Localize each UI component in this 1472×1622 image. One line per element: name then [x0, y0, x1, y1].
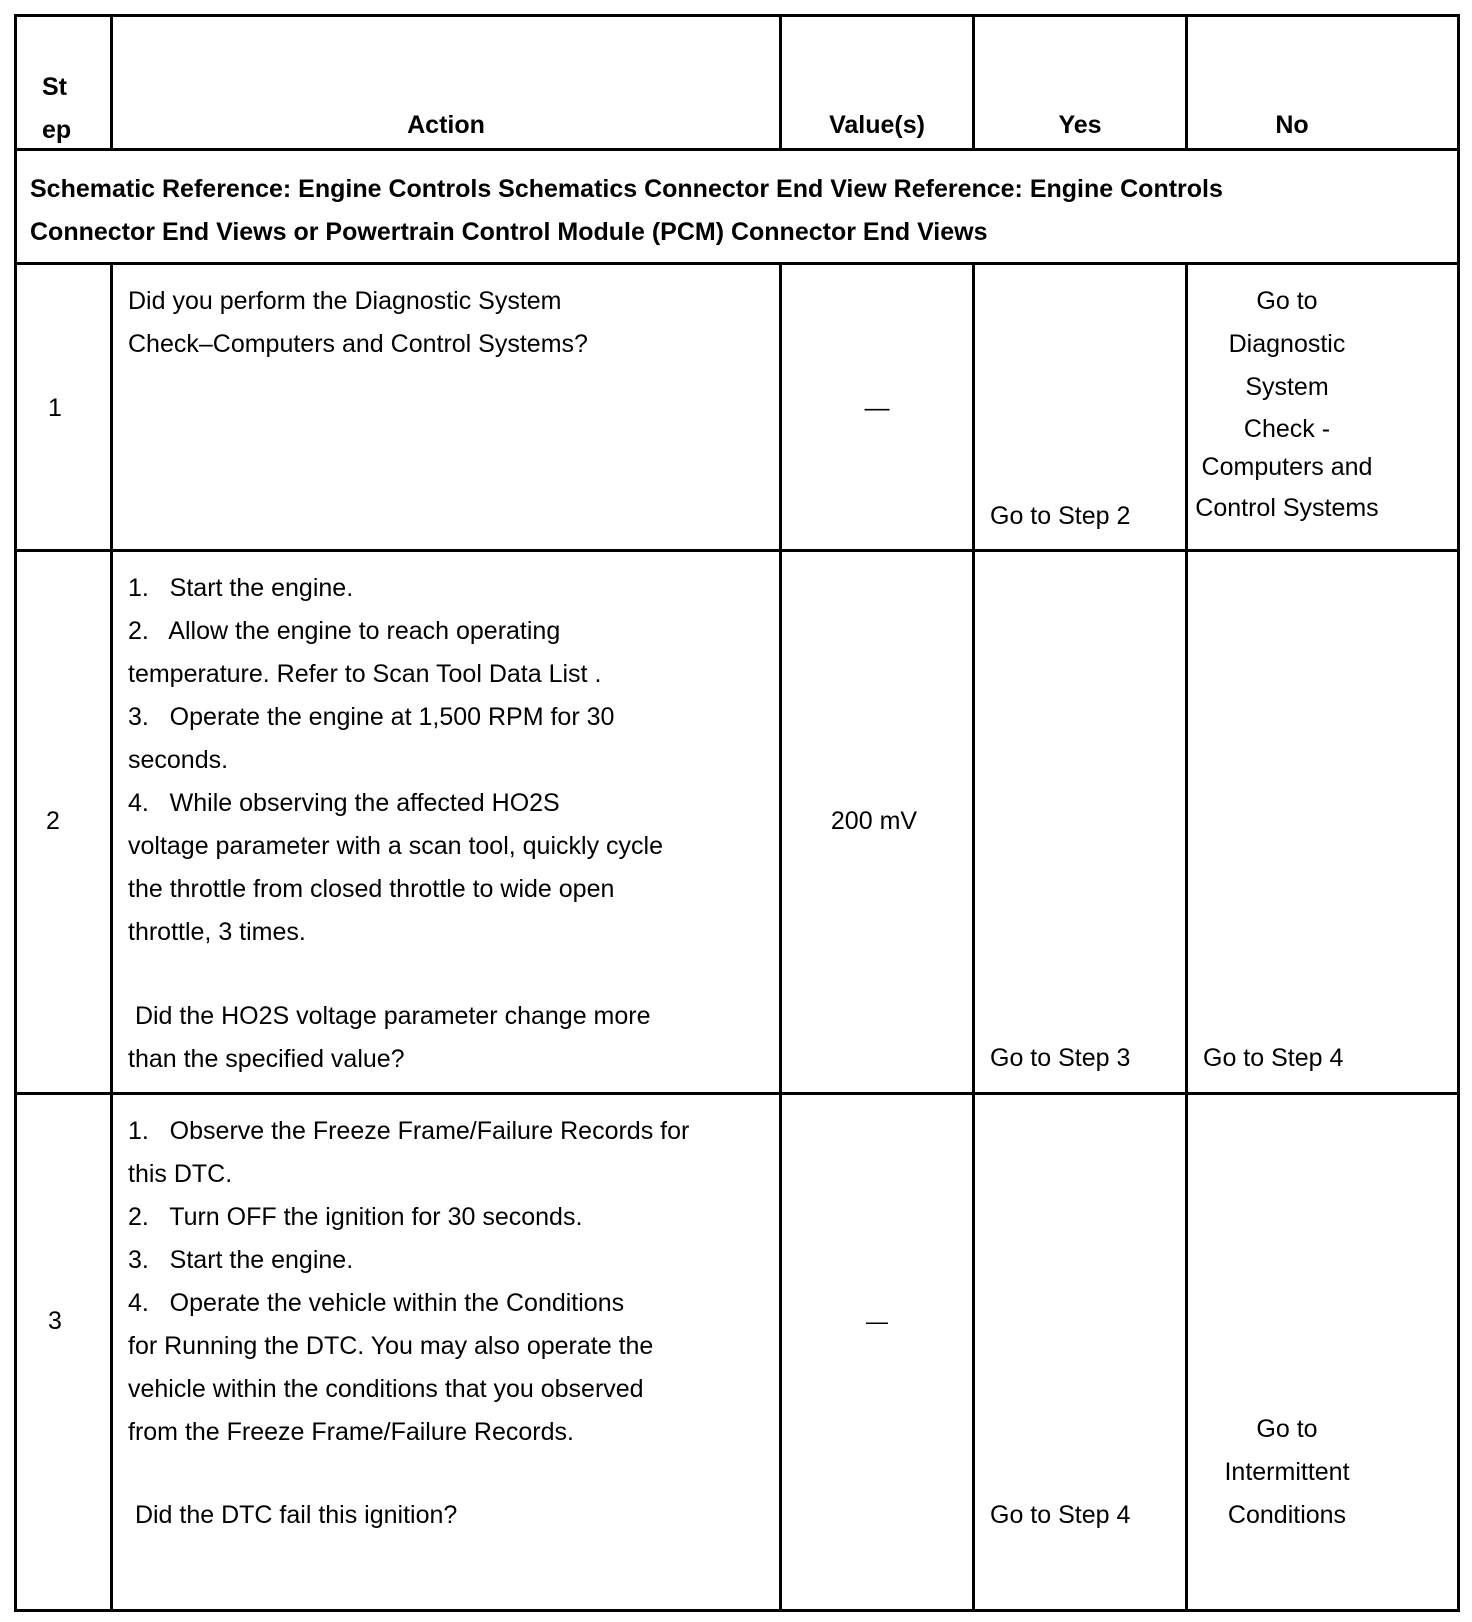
row2-action: [128, 567, 663, 954]
row1-divider: [14, 549, 1460, 552]
schematic-reference-line-1: Schematic Reference: Engine Controls Schematics Connector End View Reference: Engine Controls: [30, 175, 1223, 203]
row2-question-line: Did the HO2S voltage parameter change more: [128, 1002, 651, 1030]
row2-step: 2: [46, 807, 60, 835]
row2-action-line: throttle, 3 times.: [128, 918, 306, 946]
row3-question-line: Did the DTC fail this ignition?: [128, 1501, 458, 1529]
row1-yes: Go to Step 2: [990, 502, 1131, 530]
schematic-reference-line-2: Connector End Views or Powertrain Control Module (PCM) Connector End Views: [30, 218, 988, 246]
row2-action-line: the throttle from closed throttle to wide open: [128, 875, 615, 903]
row1-step: 1: [48, 394, 62, 422]
row2-value: 200 mV: [830, 807, 918, 835]
row1-no: [1188, 280, 1386, 531]
row3-action-line: for Running the DTC. You may also operate the: [128, 1332, 654, 1360]
row3-question: [128, 1494, 457, 1537]
row3-action-line: vehicle within the conditions that you observed: [128, 1375, 644, 1403]
reference-divider: [14, 262, 1460, 265]
row2-action-line: 2. Allow the engine to reach operating: [128, 617, 561, 645]
row1-no-line: System: [1245, 373, 1329, 401]
schematic-reference: [30, 168, 1440, 254]
col-divider-step: [110, 262, 113, 1612]
row2-action-line: seconds.: [128, 746, 229, 774]
row3-action-line: 2. Turn OFF the ignition for 30 seconds.: [128, 1203, 583, 1231]
row3-no-line: Conditions: [1227, 1501, 1347, 1529]
row3-no-line: Go to: [1256, 1415, 1318, 1443]
row2-question: [128, 995, 651, 1081]
row3-yes: Go to Step 4: [990, 1501, 1131, 1529]
row2-action-line: temperature. Refer to Scan Tool Data List .: [128, 660, 602, 688]
row3-no: [1188, 1408, 1386, 1537]
col-divider-values: [972, 262, 975, 1612]
row2-no: Go to Step 4: [1203, 1044, 1344, 1072]
row1-action-line: Did you perform the Diagnostic System: [128, 287, 562, 315]
row1-action: [128, 280, 588, 366]
row2-action-line: 4. While observing the affected HO2S: [128, 789, 560, 817]
diagnostic-table: [14, 14, 1460, 1612]
row3-action-line: this DTC.: [128, 1160, 233, 1188]
header-divider: [14, 148, 1460, 151]
row1-no-line: Diagnostic: [1228, 330, 1346, 358]
header-values: Value(s): [829, 111, 925, 139]
row2-action-line: 3. Operate the engine at 1,500 RPM for 30: [128, 703, 615, 731]
row1-no-line: Check -: [1243, 415, 1331, 443]
row3-action: [128, 1110, 689, 1454]
col-divider-action: [779, 262, 782, 1612]
row2-yes: Go to Step 3: [990, 1044, 1131, 1072]
row1-no-line: Go to: [1256, 287, 1318, 315]
row3-step: 3: [48, 1307, 62, 1335]
row3-action-line: from the Freeze Frame/Failure Records.: [128, 1418, 574, 1446]
row1-value: —: [864, 394, 890, 422]
row3-value: —: [866, 1309, 888, 1334]
row2-action-line: 1. Start the engine.: [128, 574, 354, 602]
row1-no-line: Computers and: [1201, 453, 1373, 481]
row3-action-line: 1. Observe the Freeze Frame/Failure Records for: [128, 1117, 690, 1145]
row3-action-line: 4. Operate the vehicle within the Conditions: [128, 1289, 625, 1317]
header-no: No: [1275, 111, 1309, 139]
row1-action-line: Check–Computers and Control Systems?: [128, 330, 588, 358]
row2-divider: [14, 1092, 1460, 1095]
row3-action-line: 3. Start the engine.: [128, 1246, 354, 1274]
row3-no-line: Intermittent: [1224, 1458, 1350, 1486]
row2-question-line: than the specified value?: [128, 1045, 405, 1073]
header-step: St ep: [42, 73, 72, 144]
header-action: Action: [407, 111, 485, 139]
row2-action-line: voltage parameter with a scan tool, quickly cycle: [128, 832, 663, 860]
row1-no-line: Control Systems: [1195, 494, 1379, 522]
header-yes: Yes: [1058, 111, 1102, 139]
